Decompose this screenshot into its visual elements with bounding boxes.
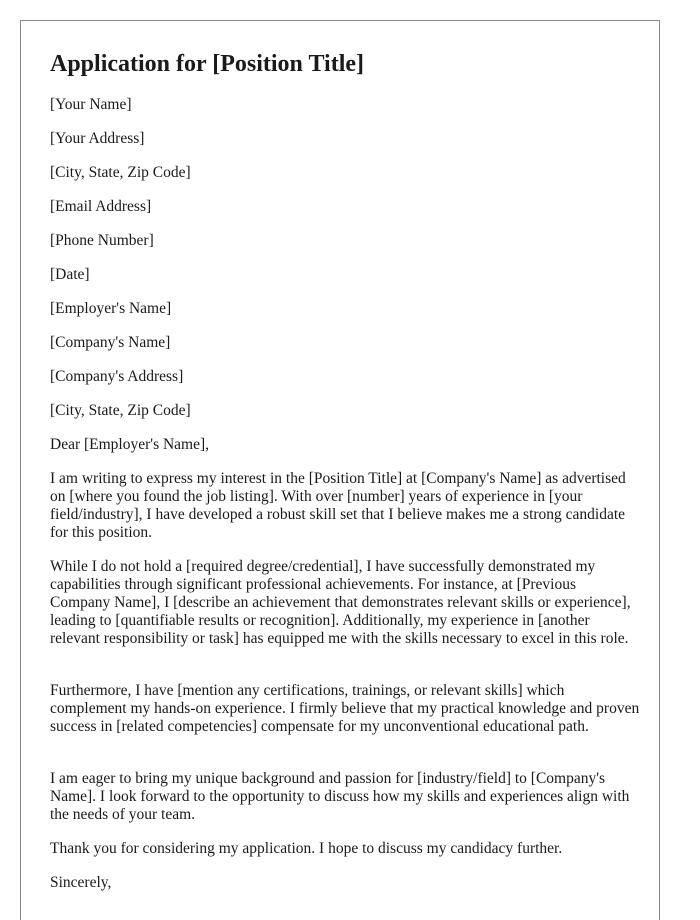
recipient-city-state-zip: [City, State, Zip Code]: [50, 402, 191, 419]
sender-phone: [Phone Number]: [50, 232, 154, 249]
body-paragraph: While I do not hold a [required degree/credential], I have successfully demonstrated my capabilities through significant professional achievements. For instance, at [Previous Company Name], I [describe an achievement that demonstrates relevant skills or experience], leading to [quantifiable results or recognition]. Additionally, my experience in [another relevant responsibility or task] has equipped me with the skills necessary to excel in this role.: [50, 558, 631, 647]
body-paragraph: I am eager to bring my unique background and passion for [industry/field] to [Company's Name]. I look forward to the opportunity to discuss how my skills and experiences align with the needs of your team.: [50, 770, 630, 823]
sender-city-state-zip: [City, State, Zip Code]: [50, 164, 191, 181]
letter-title: Application for [Position Title]: [50, 51, 365, 77]
body-paragraph: Thank you for considering my application. I hope to discuss my candidacy further.: [50, 840, 563, 857]
letter-date: [Date]: [50, 266, 90, 283]
sender-email: [Email Address]: [50, 198, 152, 215]
recipient-company-address: [Company's Address]: [50, 368, 184, 385]
recipient-employer-name: [Employer's Name]: [50, 300, 172, 317]
body-paragraph: I am writing to express my interest in the [Position Title] at [Company's Name] as advertised on [where you found the job listing]. With over [number] years of experience in [your field/industry], I have developed a robust skill set that I believe makes me a strong candidate for this position.: [50, 470, 626, 541]
closing: Sincerely,: [50, 874, 112, 891]
salutation: Dear [Employer's Name],: [50, 436, 210, 453]
recipient-company-name: [Company's Name]: [50, 334, 171, 351]
sender-name: [Your Name]: [50, 96, 132, 113]
sender-address: [Your Address]: [50, 130, 145, 147]
body-paragraph: Furthermore, I have [mention any certifications, trainings, or relevant skills] which complement my hands-on experience. I firmly believe that my practical knowledge and proven success in [related competencies] compensate for my unconventional educational path.: [50, 682, 640, 735]
letter-page: [20, 20, 660, 920]
